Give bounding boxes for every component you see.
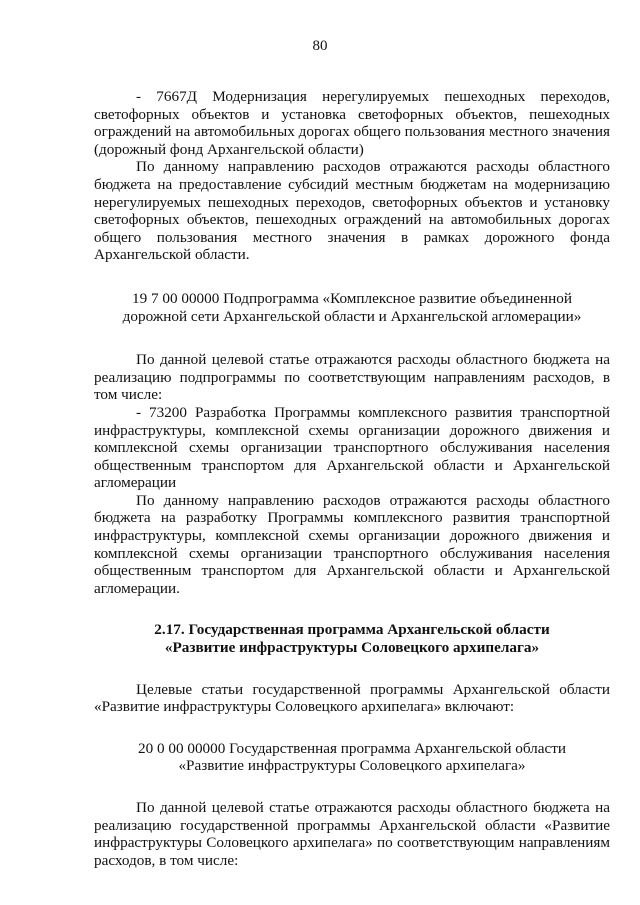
subprogram-title-line2: дорожной сети Архангельской области и Архангельской агломерации»	[122, 307, 582, 325]
section-heading-line2: «Развитие инфраструктуры Соловецкого архипелага»	[164, 639, 540, 657]
paragraph-7667d: - 7667Д Модернизация нерегулируемых пешеходных переходов, светофорных объектов и установка светофорных объектов, пешеходных ограждений на автомобильных дорогах общего пользования местного значения (дорожный фонд Архангельской области)	[94, 88, 610, 158]
program-title-line2: «Развитие инфраструктуры Соловецкого архипелага»	[178, 757, 526, 775]
page-number: 80	[312, 38, 328, 54]
section-heading-line1: 2.17. Государственная программа Архангельской области	[154, 621, 550, 639]
paragraph-7667d-description: По данному направлению расходов отражаются расходы областного бюджета на предоставление субсидий местным бюджетам на модернизацию нерегулируемых пешеходных переходов, светофорных объектов и установку светофорных объектов, пешеходных ограждений на автомобильных дорогах общего пользования местного значения в рамках дорожного фонда Архангельской области.	[94, 158, 610, 264]
page-body	[94, 88, 610, 869]
paragraph-73200-description: По данному направлению расходов отражаются расходы областного бюджета на разработку Программы комплексного развития транспортной инфраструктуры, комплексной схемы организации дорожного движения и комплексной схемы организации транспортного обслуживания населения общественным транспортом для Архангельской области и Архангельской агломерации.	[94, 491, 610, 597]
paragraph-73200: - 73200 Разработка Программы комплексного развития транспортной инфраструктуры, комплексной схемы организации дорожного движения и комплексной схемы организации транспортного обслуживания населения общественным транспортом для Архангельской области и Архангельской агломерации	[94, 403, 610, 492]
program-title-line1: 20 0 00 00000 Государственная программа Архангельской области	[137, 739, 567, 757]
subprogram-title-line1: 19 7 00 00000 Подпрограмма «Комплексное развитие объединенной	[132, 289, 572, 307]
paragraph-subprogram-description: По данной целевой статье отражаются расходы областного бюджета на реализацию подпрограммы по соответствующим направлениям расходов, в том числе:	[94, 351, 610, 404]
paragraph-target-articles: Целевые статьи государственной программы Архангельской области «Развитие инфраструктуры Соловецкого архипелага» включают:	[94, 680, 610, 716]
paragraph-program-description: По данной целевой статье отражаются расходы областного бюджета на реализацию государственной программы Архангельской области «Развитие инфраструктуры Соловецкого архипелага» по соответствующим направлениям расходов, в том числе:	[94, 799, 610, 869]
